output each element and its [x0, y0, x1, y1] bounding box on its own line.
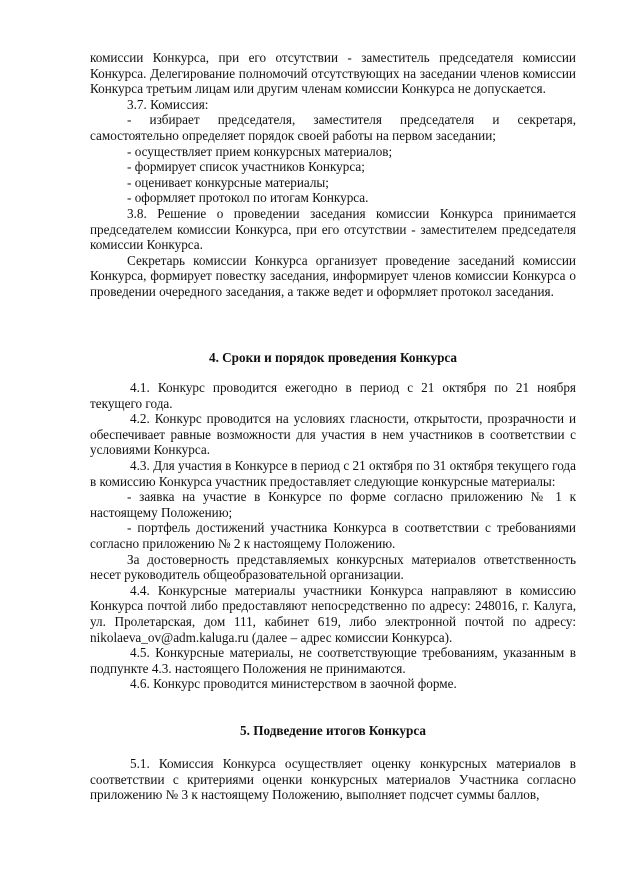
- clause-4-5: 4.5. Конкурсные материалы, не соответствующие требованиям, указанным в подпункте 4.3. настоящего Положения не принимаются.: [90, 645, 576, 676]
- clause-4-3: 4.3. Для участия в Конкурсе в период с 21 октября по 31 октября текущего года в комиссию Конкурса участник предоставляет следующие конкурсные материалы:: [90, 457, 576, 489]
- clause-4-1: 4.1. Конкурс проводится ежегодно в период с 21 октября по 21 ноября текущего года.: [90, 380, 576, 411]
- clause-4-4: 4.4. Конкурсные материалы участники Конкурса направляют в комиссию Конкурса почтой либо предоставляют непосредственно по адресу: 248016, г. Калуга, ул. Пролетарская, дом 111, кабинет 619, либо электронной почтой по адресу: nikolaeva_ov@adm.kaluga.ru (далее – адрес комиссии Конкурса).: [90, 582, 576, 645]
- clause-3-7-title: 3.7. Комиссия:: [127, 96, 209, 112]
- paragraph-secretary: Секретарь комиссии Конкурса организует проведение заседаний комиссии Конкурса, формирует повестку заседания, информирует членов комиссии Конкурса о проведении очередного заседания, а также ведет и оформляет протокол заседания.: [90, 252, 576, 299]
- section-4-body: [90, 380, 576, 692]
- paragraph-commission-delegation: комиссии Конкурса, при его отсутствии - заместитель председателя комиссии Конкурса. Делегирование полномочий отсутствующих на заседании членов комиссии Конкурса третьим лицам или другим членам комиссии Конкурса не допускается.: [90, 50, 576, 97]
- clause-3-7-item: - формирует список участников Конкурса;: [127, 159, 365, 175]
- section-5-body: [90, 756, 576, 803]
- clause-4-6: 4.6. Конкурс проводится министерством в заочной форме.: [130, 676, 457, 692]
- top-section: [90, 50, 576, 300]
- clause-4-3-item: - портфель достижений участника Конкурса в соответствии с требованиями согласно приложению № 2 к настоящему Положению.: [90, 520, 576, 551]
- clause-4-2: 4.2. Конкурс проводится на условиях гласности, открытости, прозрачности и обеспечивает равные возможности для участия в нем участников в соответствии с условиями Конкурса.: [90, 411, 576, 458]
- section-4-title: 4. Сроки и порядок проведения Конкурса: [208, 350, 458, 365]
- clause-3-8: 3.8. Решение о проведении заседания комиссии Конкурса принимается председателем комиссии Конкурса, при его отсутствии - заместителем председателя комиссии Конкурса.: [90, 205, 576, 253]
- clause-3-7-item: - избирает председателя, заместителя председателя и секретаря, самостоятельно определяет порядок своей работы на первом заседании;: [90, 112, 576, 143]
- paragraph-responsibility: За достоверность представляемых конкурсных материалов ответственность несет руководитель общеобразовательной организации.: [90, 551, 576, 583]
- clause-5-1: 5.1. Комиссия Конкурса осуществляет оценку конкурсных материалов в соответствии с критериями оценки конкурсных материалов Участника согласно приложению № 3 к настоящему Положению, выполняет подсчет суммы баллов,: [90, 756, 576, 803]
- clause-3-7-item: - оформляет протокол по итогам Конкурса.: [127, 190, 369, 206]
- clause-3-7-item: - оценивает конкурсные материалы;: [127, 174, 329, 190]
- clause-3-7-item: - осуществляет прием конкурсных материалов;: [127, 143, 393, 159]
- section-5-title: 5. Подведение итогов Конкурса: [240, 723, 426, 738]
- clause-4-3-item: - заявка на участие в Конкурсе по форме согласно приложению № 1 к настоящему Положению;: [90, 489, 576, 520]
